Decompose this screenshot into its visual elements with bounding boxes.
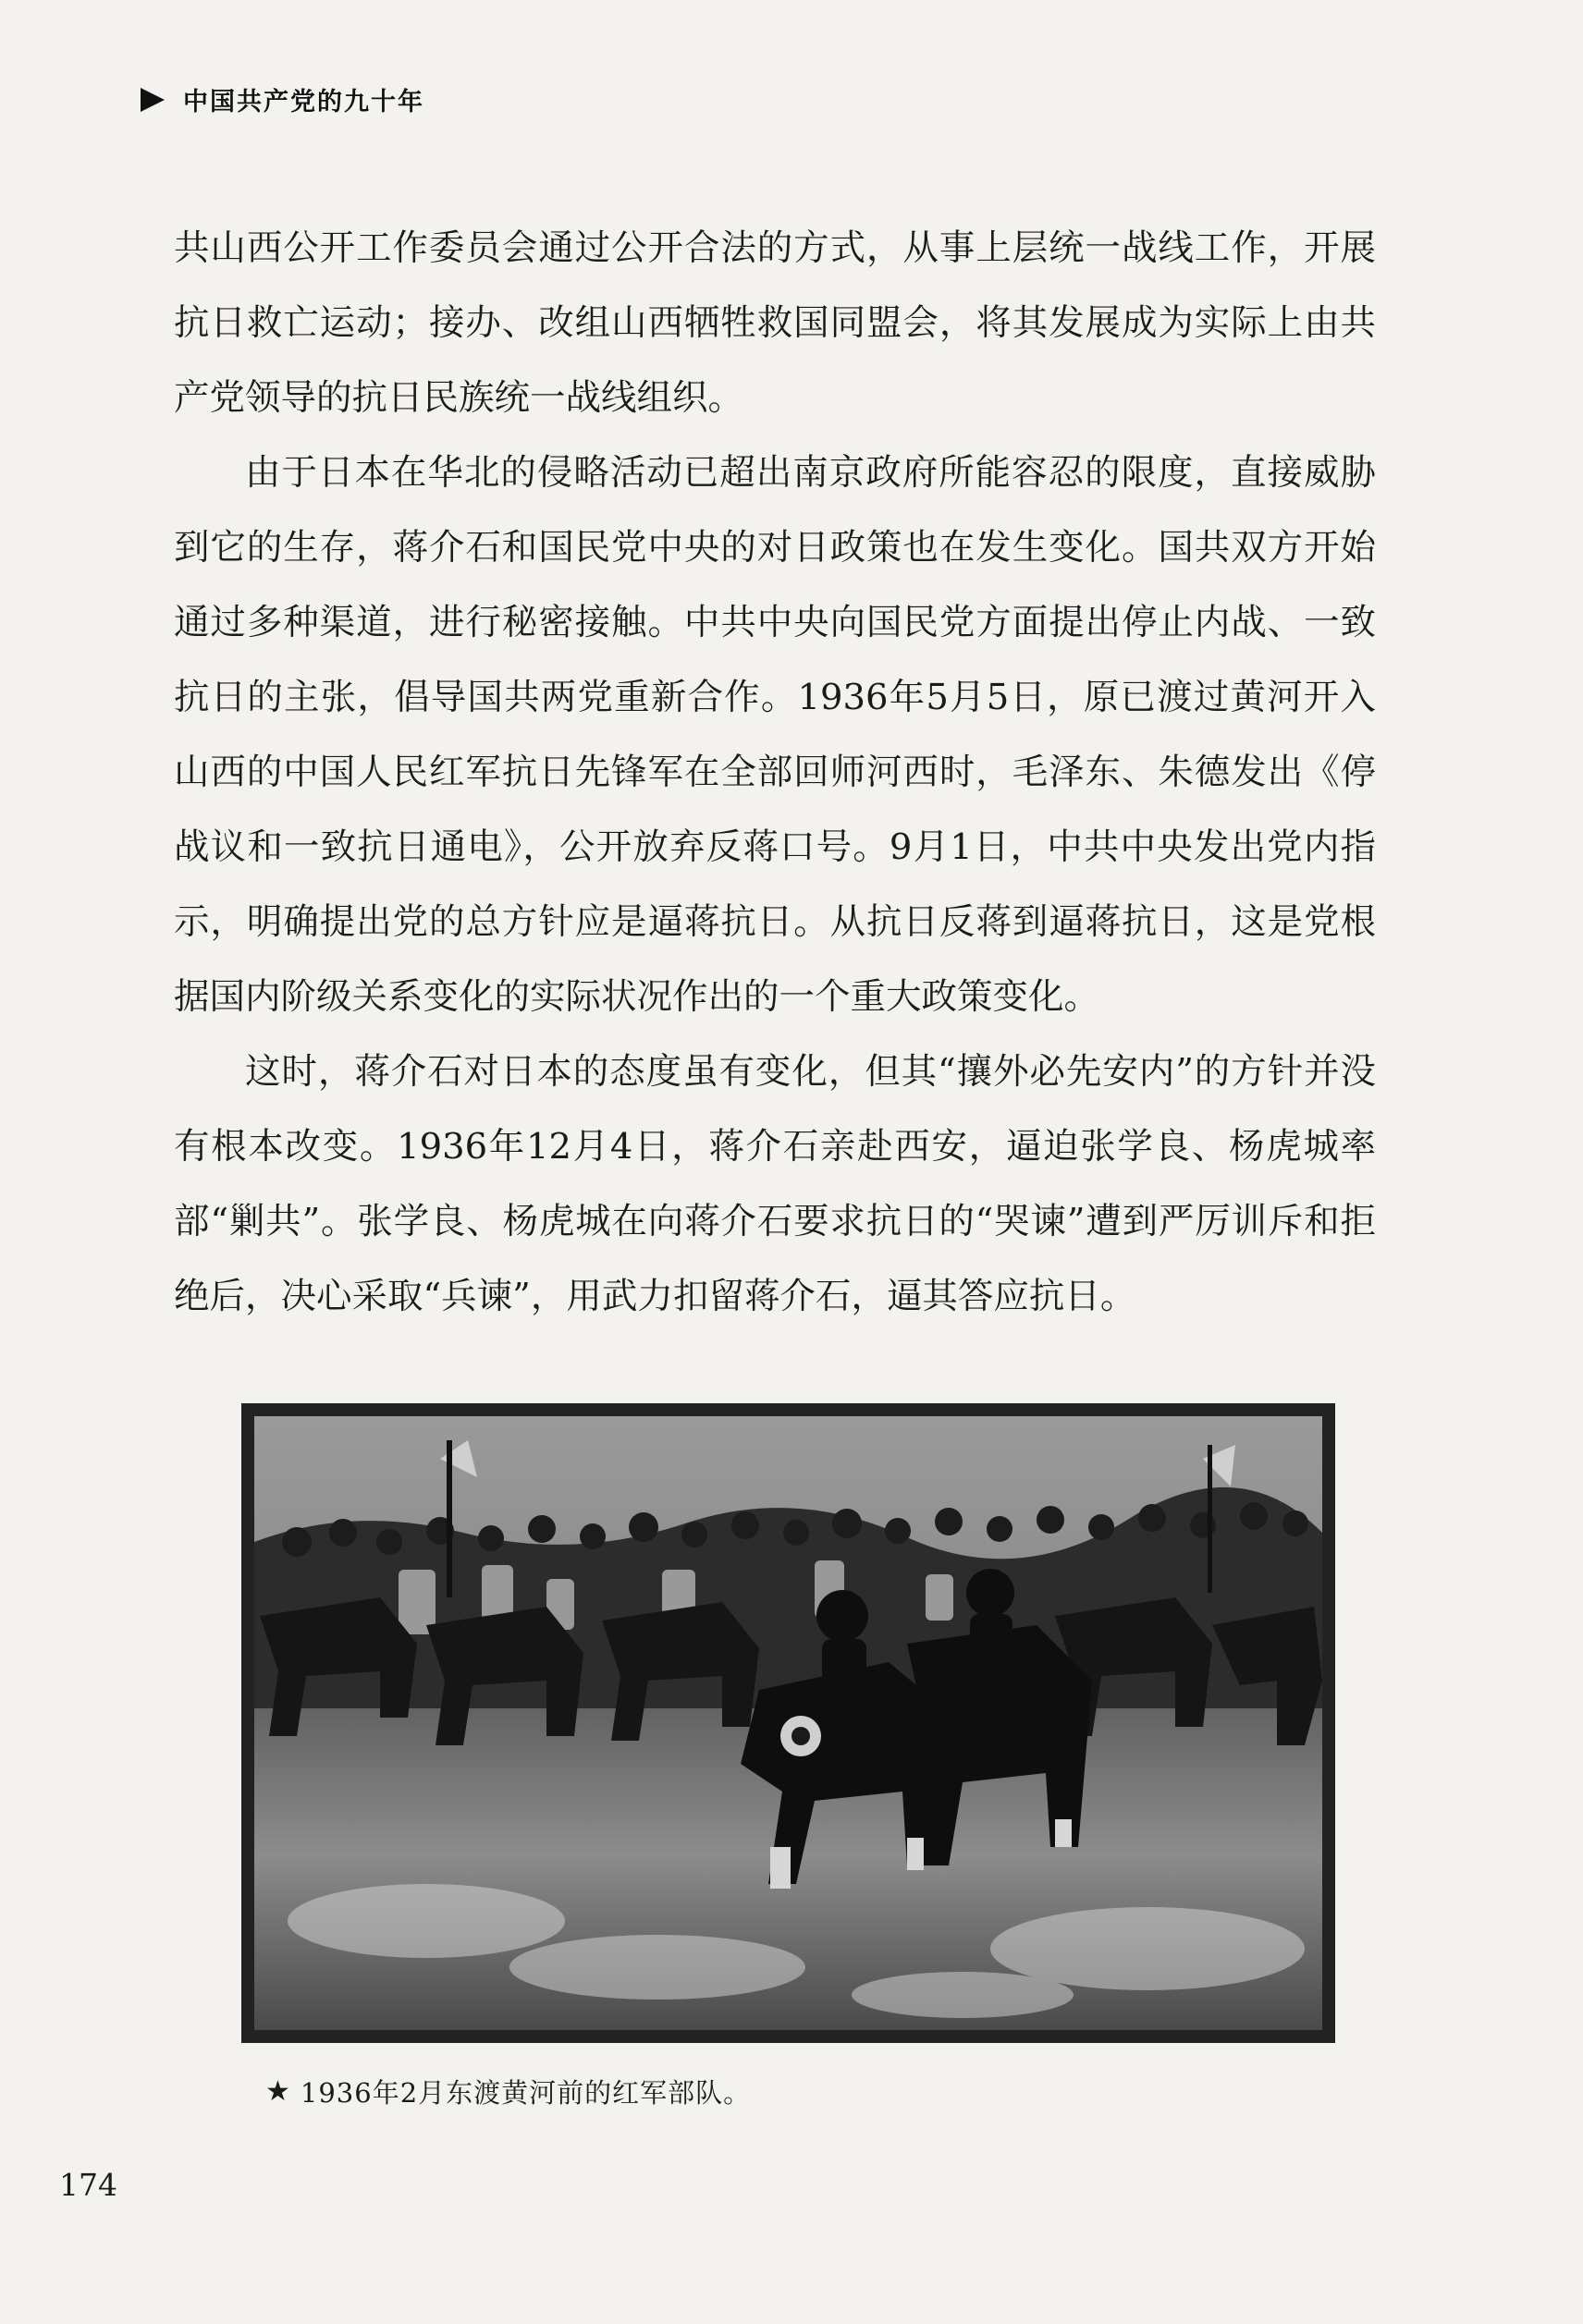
running-header — [139, 81, 424, 117]
historical-photo — [241, 1403, 1335, 2043]
body-text — [174, 211, 1376, 1334]
figure-caption — [265, 2073, 751, 2110]
play-arrow-icon — [139, 86, 166, 114]
star-icon: ★ — [265, 2075, 291, 2108]
page-number: 174 — [59, 2167, 117, 2203]
paragraph: 这时，蒋介石对日本的态度虽有变化，但其“攘外必先安内”的方针并没有根本改变。1936年12月4日，蒋介石亲赴西安，逼迫张学良、杨虎城率部“剿共”。张学良、杨虎城在向蒋介石要求抗日的“哭谏”遭到严厉训斥和拒绝后，决心采取“兵谏”，用武力扣留蒋介石，逼其答应抗日。 — [174, 1051, 1376, 1317]
paragraph: 共山西公开工作委员会通过公开合法的方式，从事上层统一战线工作，开展抗日救亡运动；接办、改组山西牺牲救国同盟会，将其发展成为实际上由共产党领导的抗日民族统一战线组织。 — [174, 227, 1376, 419]
caption-text: 1936年2月东渡黄河前的红军部队。 — [300, 2077, 752, 2109]
paragraph: 由于日本在华北的侵略活动已超出南京政府所能容忍的限度，直接威胁到它的生存，蒋介石和国民党中央的对日政策也在发生变化。国共双方开始通过多种渠道，进行秘密接触。中共中央向国民党方面提出停止内战、一致抗日的主张，倡导国共两党重新合作。1936年5月5日，原已渡过黄河开入山西的中国人民红军抗日先锋军在全部回师河西时，毛泽东、朱德发出《停战议和一致抗日通电》，公开放弃反蒋口号。9月1日，中共中央发出党内指示，明确提出党的总方针应是逼蒋抗日。从抗日反蒋到逼蒋抗日，这是党根据国内阶级关系变化的实际状况作出的一个重大政策变化。 — [174, 452, 1376, 1018]
running-header-title: 中国共产党的九十年 — [183, 88, 424, 116]
photo-illustration — [241, 1403, 1335, 2043]
